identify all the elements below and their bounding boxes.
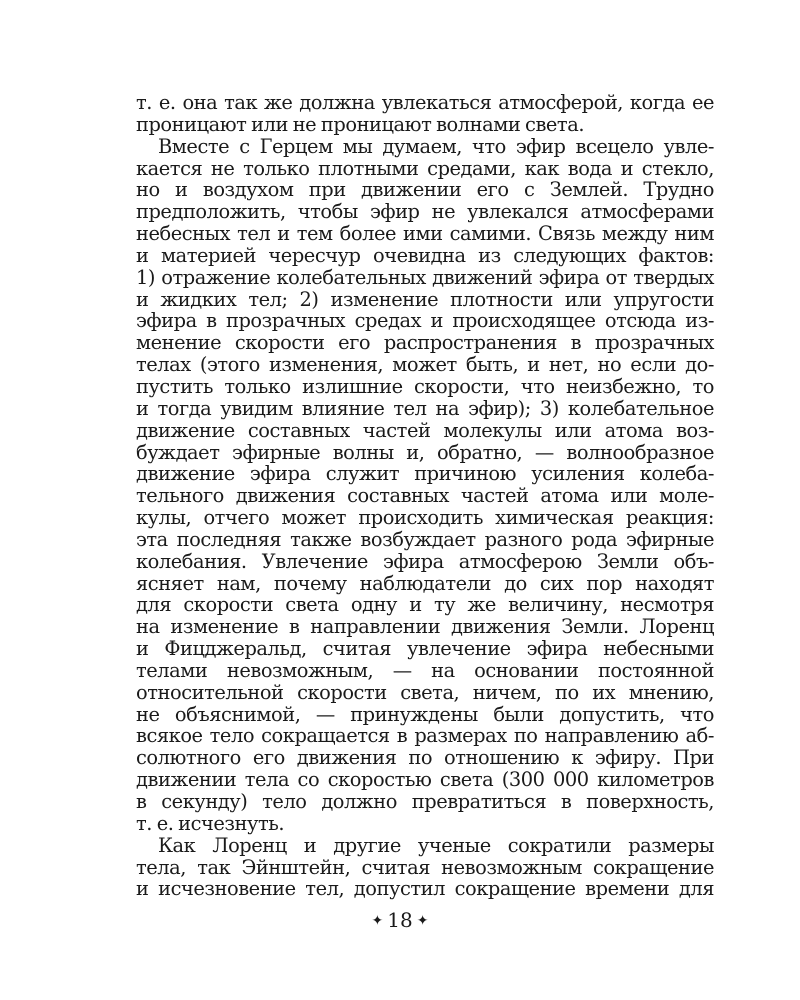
text-line: Как Лоренц и другие ученые сократили размеры [158,833,714,857]
text-line: не объяснимой, — принуждены были допустить, что [136,702,714,726]
text-line: и исчезновение тел, допустил сокращение времени для [136,877,714,901]
page-number: 18 [387,908,413,932]
text-line: и тогда увидим влияние тел на эфир); 3) колебательное [136,396,714,420]
text-line: предположить, чтобы эфир не увлекался атмосферами [136,200,714,224]
paragraph-1 [136,92,714,136]
text-line: т. е. она так же должна увлекаться атмосферой, когда ее [136,91,714,114]
text-line: небесных тел и тем более ими самими. Связь между ним [136,222,714,246]
text-line: и Фицджеральд, считая увлечение эфира небесными [136,637,714,661]
text-line: телами невозможным, — на основании постоянной [136,658,714,682]
text-line: эфира в прозрачных средах и происходящее отсюда из- [136,309,714,333]
text-line: но и воздухом при движении его с Землей. Трудно [136,178,714,202]
text-line: буждает эфирные волны и, обратно, — волнообразное [136,440,714,464]
text-line: тельного движения составных частей атома или моле- [136,484,714,508]
text-line: и материей чересчур очевидна из следующих фактов: [136,243,714,267]
text-line: кулы, отчего может происходить химическая реакция: [136,506,714,530]
text-line: кается не только плотными средами, как вода и стекло, [136,156,714,180]
text-line: в секунду) тело должно превратиться в поверхность, [136,790,714,813]
text-line: и жидких тел; 2) изменение плотности или упругости [136,287,714,311]
text-line: относительной скорости света, ничем, по их мнению, [136,680,714,704]
text-line: пустить только излишние скорости, что неизбежно, то [136,374,714,398]
paragraph-3 [136,835,714,901]
text-line: движении тела со скоростью света (300 000 километров [136,768,714,792]
text-line: движение составных частей молекулы или атома воз- [136,418,714,442]
paragraph-2 [136,136,714,835]
text-line: движение эфира служит причиною усиления колеба- [136,462,714,486]
text-line: для скорости света одну и ту же величину, несмотря [136,593,714,617]
ornament-right-icon: ✦ [416,913,429,929]
text-line: эта последняя также возбуждает разного рода эфирные [136,527,714,551]
text-line: 1) отражение колебательных движений эфира от твердых [136,265,714,289]
page-text [136,92,714,900]
ornament-left-icon: ✦ [371,913,384,929]
text-line: ясняет нам, почему наблюдатели до сих пор находят [136,571,714,595]
text-line: колебания. Увлечение эфира атмосферою Земли объ- [136,549,714,573]
text-line: менение скорости его распространения в прозрачных [136,331,714,355]
text-line: проницают или не проницают волнами света. [136,112,585,136]
text-line: всякое тело сокращается в размерах по направлению аб- [136,724,714,748]
text-line: тела, так Эйнштейн, считая невозможным сокращение [136,855,714,879]
page-number-footer [0,908,800,933]
text-line: солютного его движения по отношению к эфиру. При [136,746,714,770]
text-line: телах (этого изменения, может быть, и нет, но если до- [136,353,714,377]
text-line: на изменение в направлении движения Земли. Лоренц [136,615,714,639]
text-line: т. е. исчезнуть. [136,811,285,835]
text-line: Вместе с Герцем мы думаем, что эфир всецело увле- [158,134,714,158]
